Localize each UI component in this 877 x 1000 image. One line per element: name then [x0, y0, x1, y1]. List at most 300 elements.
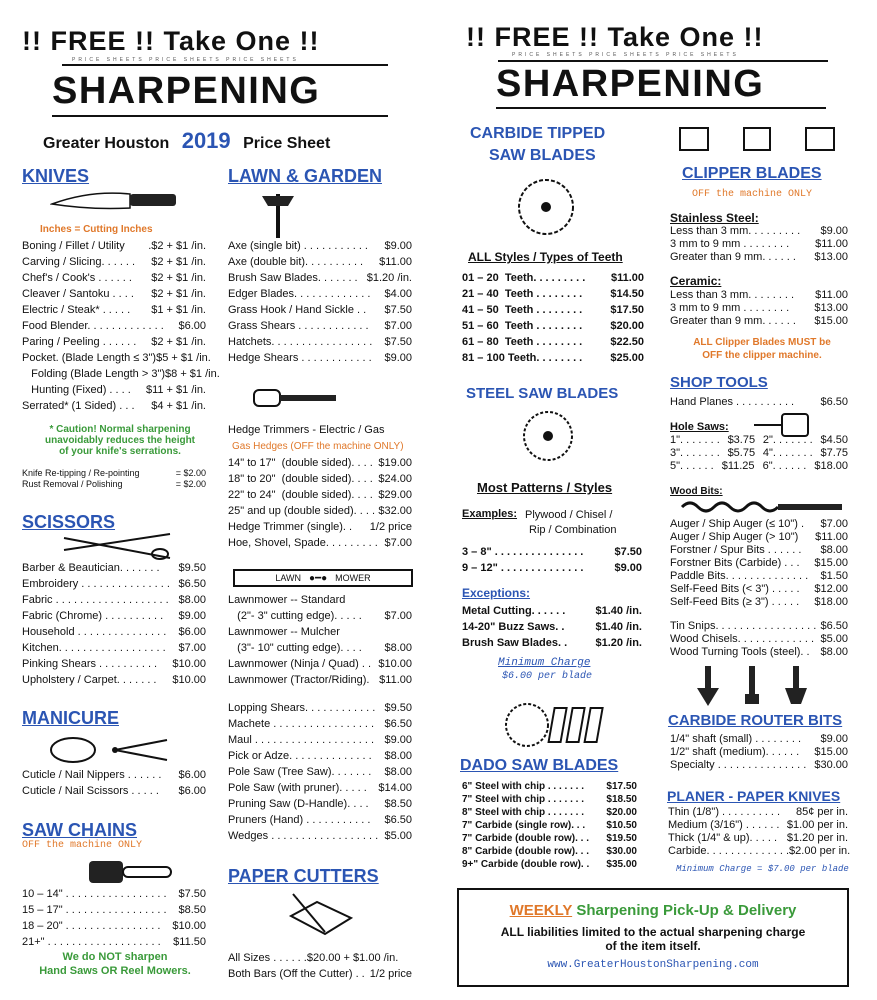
knife-icon: [50, 186, 180, 216]
price-row: [462, 270, 644, 286]
item-label: Upholstery / Carpet. . . . . . .: [22, 674, 157, 686]
price-row: [670, 238, 848, 251]
item-label: Wedges . . . . . . . . . . . . . . . . . .: [228, 830, 379, 842]
hole-size: 6". . . . . .: [762, 460, 807, 472]
weekly-headline: [459, 902, 847, 919]
item-price: $7.50: [178, 888, 206, 900]
item-label: 1/2" shaft (medium). . . . . .: [670, 746, 800, 758]
saw-chains-list: [22, 886, 206, 950]
item-label: 18" to 20" (double sided). . . .: [228, 473, 373, 485]
hedge-note: Gas Hedges (OFF the machine ONLY): [232, 441, 404, 452]
item-price: $9.50: [178, 562, 206, 574]
price-row: [22, 608, 206, 624]
steel-patterns: Most Patterns / Styles: [477, 480, 613, 495]
item-label: All Sizes . . . . . .$20.00 + $1.00 /in.: [228, 952, 399, 964]
price-row: [462, 635, 642, 651]
hole-saws-title: Hole Saws:: [670, 421, 729, 433]
item-price: $9.00: [384, 240, 412, 252]
price-row: [228, 334, 412, 350]
exceptions-list: [462, 603, 642, 651]
price-row: [670, 733, 848, 746]
item-price: $30.00: [814, 759, 848, 771]
item-price: $11.00: [379, 256, 412, 268]
scissors-heading: SCISSORS: [22, 512, 116, 532]
rule-left-bottom: [52, 115, 388, 117]
minimum-charge-value: $6.00 per blade: [502, 671, 593, 682]
item-price: $1.20 /in.: [366, 272, 412, 284]
router-bits-list: [670, 733, 848, 772]
item-label: Food Blender. . . . . . . . . . . . .: [22, 320, 164, 332]
item-label: Pole Saw (with pruner). . . . .: [228, 782, 367, 794]
price-row: [228, 270, 412, 286]
knives-list: [22, 238, 220, 414]
price-row: [462, 334, 644, 350]
hole-size: 2". . . . . . .: [762, 434, 813, 446]
item-price: $2 + $1 /in.: [151, 336, 206, 348]
price-row: [670, 315, 848, 328]
item-price: $9.00: [820, 733, 848, 745]
saw-blade-icon: [515, 176, 577, 238]
price-row: [670, 394, 848, 410]
item-price: $15.00: [814, 557, 848, 569]
hedge-list: [228, 455, 412, 551]
item-price: $20.00: [606, 807, 637, 818]
clipper-note: OFF the machine ONLY: [692, 189, 813, 200]
price-row: [22, 366, 220, 382]
item-label: Lawnmower -- Mulcher: [228, 626, 340, 638]
item-label: Lawnmower (Tractor/Riding).: [228, 674, 370, 686]
item-price: $29.00: [378, 489, 412, 501]
price-row: [22, 918, 206, 934]
item-label: 81 – 100 Teeth. . . . . . . .: [462, 352, 583, 364]
item-label: 21+" . . . . . . . . . . . . . . . . . . .: [22, 936, 161, 948]
item-price: $22.50: [610, 336, 644, 348]
hole-size: 3". . . . . . .: [670, 447, 720, 459]
item-price: $6.50: [178, 578, 206, 590]
item-label: Metal Cutting. . . . . .: [462, 605, 566, 617]
knives-note: Inches = Cutting Inches: [40, 224, 153, 235]
item-price: $1.40 /in.: [595, 605, 642, 617]
item-label: 8" Carbide (double row). . .: [462, 846, 589, 857]
item-price: $8.00: [820, 646, 848, 658]
item-label: Self-Feed Bits (< 3") . . . . .: [670, 583, 800, 595]
price-row: [228, 950, 412, 966]
price-row: [22, 783, 206, 799]
item-price: $11.00: [815, 238, 848, 250]
price-row: [22, 560, 206, 576]
item-price: 1/2 price: [369, 521, 412, 533]
subtitle-sheet: Price Sheet: [243, 135, 331, 152]
dado-set-icon: [502, 700, 622, 750]
ceramic-title: Ceramic:: [670, 274, 722, 288]
price-row: [668, 845, 851, 858]
item-price: $8.00: [384, 642, 412, 654]
item-label: Pocket. (Blade Length ≤ 3"): [22, 352, 157, 364]
item-label: Carbide. . . . . . . . . . . . . .: [668, 845, 790, 857]
item-price: $6.50: [820, 620, 848, 632]
price-row: [670, 646, 848, 659]
item-price: $7.00: [820, 518, 848, 530]
item-price: $15.00: [814, 315, 848, 327]
price-row: [228, 748, 412, 764]
item-label: Paddle Bits. . . . . . . . . . . . . .: [670, 570, 809, 582]
price-row: [22, 254, 206, 270]
price-row: [228, 640, 412, 656]
price-row: [228, 672, 412, 688]
item-price: $6.00: [178, 626, 206, 638]
item-price: $1.40 /in.: [595, 621, 642, 633]
item-price: $14.00: [378, 782, 412, 794]
hole-size: 5". . . . . .: [670, 460, 714, 472]
planer-list: [668, 806, 851, 858]
price-row: [670, 570, 848, 583]
item-price: $18.50: [606, 794, 637, 805]
price-row: [670, 620, 848, 633]
website-link[interactable]: www.GreaterHoustonSharpening.com: [547, 959, 759, 971]
price-row: [462, 819, 637, 832]
year: 2019: [181, 128, 231, 153]
mower-blade-icon: ●━●: [309, 572, 328, 584]
item-price: $4 + $1 /in.: [151, 400, 206, 412]
item-price: $10.00: [172, 674, 206, 686]
price-row: [670, 225, 848, 238]
price-row: [228, 608, 412, 624]
stainless-title: Stainless Steel:: [670, 211, 759, 225]
clipper-warning-line: OFF the clipper machine.: [702, 350, 822, 361]
axe-icon: [258, 190, 298, 240]
price-row: [462, 858, 637, 871]
item-price: .$2 + $1 /in.: [148, 240, 206, 252]
item-price: $24.00: [378, 473, 412, 485]
price-row: [228, 700, 412, 716]
item-price: $9.00: [384, 352, 412, 364]
item-price: $8.00: [384, 766, 412, 778]
hedge-trimmer-icon: [250, 382, 340, 412]
lawn-garden-heading: LAWN & GARDEN: [228, 166, 382, 186]
clipper-warning-line: ALL Clipper Blades MUST be: [693, 337, 831, 348]
item-price: $7.00: [384, 320, 412, 332]
item-label: Forstner / Spur Bits . . . . . .: [670, 544, 802, 556]
item-price: $13.00: [814, 251, 848, 263]
item-label: Kitchen. . . . . . . . . . . . . . . . . .: [22, 642, 166, 654]
price-row: [22, 334, 206, 350]
item-price: $8.00: [178, 594, 206, 606]
price-row: [670, 251, 848, 264]
caution-line: of your knife's serrations.: [59, 446, 181, 457]
item-price: $9.00: [614, 562, 642, 574]
item-price: $10.50: [606, 820, 637, 831]
item-label: 14-20" Buzz Saws. .: [462, 621, 565, 633]
hole-price: $5.75: [727, 447, 756, 459]
price-row: [22, 886, 206, 902]
item-label: Pruners (Hand) . . . . . . . . . . .: [228, 814, 371, 826]
item-label: Self-Feed Bits (≥ 3") . . . . .: [670, 596, 800, 608]
item-label: 61 – 80 Teeth . . . . . . . .: [462, 336, 583, 348]
scissors-icon: [60, 528, 175, 564]
price-row: [228, 238, 412, 254]
item-label: Pruning Saw (D-Handle). . . .: [228, 798, 369, 810]
price-row: [228, 966, 412, 982]
item-label: Serrated* (1 Sided) . . .: [22, 400, 135, 412]
item-label: 01 – 20 Teeth. . . . . . . . .: [462, 272, 586, 284]
price-row: [22, 656, 206, 672]
item-price: $7.00: [384, 610, 412, 622]
price-row: [670, 302, 848, 315]
price-row: [22, 382, 206, 398]
lawn-list: [228, 238, 412, 366]
item-price: $17.50: [610, 304, 644, 316]
price-row: [462, 806, 637, 819]
item-label: 6" Steel with chip . . . . . . .: [462, 781, 584, 792]
lawnmower-badge: [233, 569, 413, 587]
item-label: Pole Saw (Tree Saw). . . . . . .: [228, 766, 372, 778]
example-line: Plywood / Chisel /: [525, 509, 613, 521]
item-label: Axe (double bit). . . . . . . . . .: [228, 256, 364, 268]
item-label: Carving / Slicing. . . . . .: [22, 256, 136, 268]
item-label: 1/4" shaft (small) . . . . . . . .: [670, 733, 802, 745]
hole-saw-row: [670, 447, 848, 460]
price-row: [462, 793, 637, 806]
hole-size: 1". . . . . . .: [670, 434, 720, 446]
item-price: $2 + $1 /in.: [151, 256, 206, 268]
item-price: $32.00: [378, 505, 412, 517]
planer-heading: PLANER - PAPER KNIVES: [667, 788, 841, 804]
paper-cutter-icon: [285, 888, 355, 944]
price-row: [462, 302, 644, 318]
item-label: 41 – 50 Teeth . . . . . . . .: [462, 304, 583, 316]
item-price: $17.50: [606, 781, 637, 792]
item-label: Less than 3 mm. . . . . . . .: [670, 289, 795, 301]
price-row: [228, 535, 412, 551]
item-label: Hedge Shears . . . . . . . . . . . .: [228, 352, 372, 364]
item-price: $1.20 /in.: [595, 637, 642, 649]
item-price: $8 + $1 /in.: [165, 368, 220, 380]
item-label: Pick or Adze. . . . . . . . . . . . . .: [228, 750, 372, 762]
item-price: $6.50: [384, 814, 412, 826]
item-label: Grass Shears . . . . . . . . . . . .: [228, 320, 369, 332]
price-row: [22, 238, 206, 254]
price-row: [22, 672, 206, 688]
item-label: Hatchets. . . . . . . . . . . . . . . . .: [228, 336, 373, 348]
item-label: Forstner Bits (Carbide) . . .: [670, 557, 800, 569]
item-price: $5.00: [820, 633, 848, 645]
item-price: $9.50: [384, 702, 412, 714]
caution-line: * Caution! Normal sharpening: [49, 424, 191, 435]
weekly-service: Sharpening Pick-Up & Delivery: [576, 902, 797, 919]
item-price: 1/2 price: [369, 968, 412, 980]
item-label: Less than 3 mm. . . . . . . . .: [670, 225, 801, 237]
weekly-label: WEEKLY: [509, 902, 573, 919]
price-row: [670, 544, 848, 557]
price-row: [228, 254, 412, 270]
item-label: Electric / Steak* . . . . .: [22, 304, 131, 316]
price-row: [462, 845, 637, 858]
item-price: $11.00: [815, 289, 848, 301]
item-label: 8" Steel with chip . . . . . . .: [462, 807, 584, 818]
item-label: 9 – 12" . . . . . . . . . . . . . .: [462, 562, 584, 574]
ceramic-list: [670, 289, 848, 328]
item-label: Cuticle / Nail Scissors . . . . .: [22, 785, 159, 797]
mower-list: [228, 592, 412, 688]
item-price: $1.00 per in.: [786, 819, 848, 831]
subtitle-left: [43, 128, 330, 154]
item-price: $8.00: [820, 544, 848, 556]
price-row: [668, 806, 848, 819]
price-row: [22, 398, 206, 414]
item-label: Wood Chisels. . . . . . . . . . . . .: [670, 633, 815, 645]
item-label: Hoe, Shovel, Spade. . . . . . . . .: [228, 537, 378, 549]
price-row: [22, 302, 206, 318]
free-banner-right: !! FREE !! Take One !!: [466, 22, 764, 52]
item-price: $2 + $1 /in.: [151, 288, 206, 300]
examples-text: [525, 508, 616, 538]
item-price: $6.50: [384, 718, 412, 730]
item-label: Household . . . . . . . . . . . . . . .: [22, 626, 167, 638]
price-row: [668, 819, 848, 832]
steel-list: [462, 544, 642, 576]
clipper-blades-icon: [678, 124, 838, 158]
caution-note: [30, 424, 210, 457]
carbide-heading-1: CARBIDE TIPPED: [470, 125, 606, 142]
clipper-warning: [682, 336, 842, 362]
dado-heading: DADO SAW BLADES: [460, 757, 619, 774]
item-label: Lopping Shears. . . . . . . . . . . .: [228, 702, 376, 714]
price-row: [228, 318, 412, 334]
hole-price: $18.00: [814, 460, 848, 472]
item-label: (2"- 3" cutting edge). . . . .: [228, 610, 362, 622]
item-label: Both Bars (Off the Cutter) . .: [228, 968, 365, 980]
item-price: $12.00: [814, 583, 848, 595]
hole-saw-row: [670, 460, 848, 473]
price-row: [228, 812, 412, 828]
item-label: Barber & Beautician. . . . . . .: [22, 562, 160, 574]
price-row: [228, 656, 412, 672]
shop-misc-list: [670, 620, 848, 659]
shop-tools-heading: SHOP TOOLS: [670, 374, 768, 391]
item-label: Machete . . . . . . . . . . . . . . . . .: [228, 718, 375, 730]
item-price: $8.00: [384, 750, 412, 762]
item-label: Medium (3/16") . . . . . .: [668, 819, 780, 831]
item-label: Fabric (Chrome) . . . . . . . . . .: [22, 610, 164, 622]
price-row: [22, 767, 206, 783]
planer-minimum: Minimum Charge = $7.00 per blade: [676, 864, 849, 874]
item-label: 7" Carbide (double row). . .: [462, 833, 589, 844]
price-row: [22, 934, 206, 950]
item-label: Lawnmower -- Standard: [228, 594, 346, 606]
stainless-list: [670, 225, 848, 264]
price-row: [670, 557, 848, 570]
item-price: $2 + $1 /in.: [151, 272, 206, 284]
item-price: $35.00: [606, 859, 637, 870]
item-label: Wood Turning Tools (steel). .: [670, 646, 810, 658]
item-label: Hedge Trimmer (single). .: [228, 521, 353, 533]
item-label: 3 mm to 9 mm . . . . . . . .: [670, 238, 790, 250]
saw-chains-heading: SAW CHAINS: [22, 820, 138, 840]
price-row: [462, 603, 642, 619]
item-price: $15.00: [814, 746, 848, 758]
item-label: Embroidery . . . . . . . . . . . . . . .: [22, 578, 170, 590]
item-price: $7.00: [384, 537, 412, 549]
item-price: $8.50: [384, 798, 412, 810]
price-row: [228, 503, 412, 519]
item-price: = $2.00: [175, 468, 206, 478]
price-row: [228, 455, 412, 471]
price-row: [228, 487, 412, 503]
item-label: Greater than 9 mm. . . . . .: [670, 251, 796, 263]
item-price: $10.00: [172, 658, 206, 670]
item-label: 25" and up (double sided). . . .: [228, 505, 376, 517]
garden-tools-list: [228, 700, 412, 844]
price-row: [22, 640, 206, 656]
item-label: 10 – 14" . . . . . . . . . . . . . . . . .: [22, 888, 167, 900]
steel-heading: STEEL SAW BLADES: [466, 385, 619, 402]
rule-left-top: [62, 64, 388, 66]
hole-price: $11.25: [721, 460, 755, 472]
item-price: $10.00: [172, 920, 206, 932]
price-row: [228, 286, 412, 302]
price-row: [228, 592, 412, 608]
clipper-heading: CLIPPER BLADES: [682, 165, 822, 182]
item-price: $20.00: [610, 320, 644, 332]
price-row: [670, 633, 848, 646]
item-label: 22" to 24" (double sided). . . .: [228, 489, 373, 501]
item-price: $13.00: [814, 302, 848, 314]
price-row: [228, 780, 412, 796]
price-row: [228, 624, 412, 640]
item-price: $7.50: [614, 546, 642, 558]
price-row: [670, 596, 848, 609]
item-label: Greater than 9 mm. . . . . .: [670, 315, 796, 327]
item-label: 9+" Carbide (double row). .: [462, 859, 590, 870]
nippers-icon: [45, 732, 175, 768]
examples-label: Examples:: [462, 508, 518, 520]
price-row: [462, 560, 642, 576]
steel-blade-icon: [520, 408, 576, 464]
item-label: Maul . . . . . . . . . . . . . . . . . . . .: [228, 734, 375, 746]
saw-chains-note: OFF the machine ONLY: [22, 840, 143, 851]
no-sharpen-note: [25, 950, 205, 978]
item-price: $30.00: [606, 846, 637, 857]
item-price: $19.50: [606, 833, 637, 844]
price-row: [228, 764, 412, 780]
price-row: [22, 576, 206, 592]
dado-list: [462, 780, 637, 871]
item-price: $5.00: [384, 830, 412, 842]
item-price: 85¢ per in.: [796, 806, 848, 818]
item-label: Rust Removal / Polishing: [22, 479, 123, 489]
weekly-box: [457, 888, 849, 987]
free-banner-left: !! FREE !! Take One !!: [22, 26, 320, 56]
item-label: 3 – 8" . . . . . . . . . . . . . . .: [462, 546, 584, 558]
wood-bits-title: Wood Bits:: [670, 486, 723, 497]
item-price: $5 + $1 /in.: [156, 352, 211, 364]
price-row: [670, 759, 848, 772]
item-label: Folding (Blade Length > 3"): [22, 368, 166, 380]
item-label: 15 – 17" . . . . . . . . . . . . . . . . .: [22, 904, 167, 916]
liability-line-2: of the item itself.: [605, 939, 701, 953]
item-label: Boning / Fillet / Utility: [22, 240, 125, 252]
item-label: Auger / Ship Auger (> 10"): [670, 531, 799, 543]
item-price: $1.20 per in.: [786, 832, 848, 844]
item-label: Specialty . . . . . . . . . . . . . . .: [670, 759, 807, 771]
price-row: [228, 302, 412, 318]
carbide-list: [462, 270, 644, 366]
price-row: [22, 902, 206, 918]
item-price: $25.00: [610, 352, 644, 364]
item-label: Grass Hook / Hand Sickle . .: [228, 304, 367, 316]
paper-cutters-list: [228, 950, 412, 982]
price-row: [228, 350, 412, 366]
